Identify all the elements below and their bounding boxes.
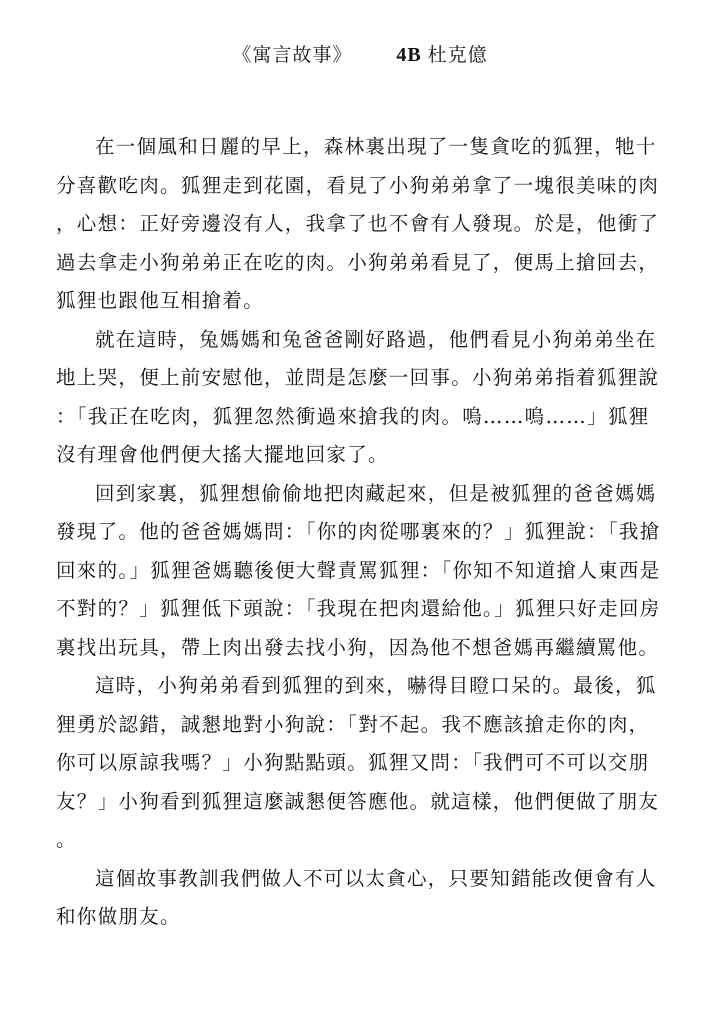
- paragraph-1: 在一個風和日麗的早上，森林裏出現了一隻貪吃的狐狸，牠十分喜歡吃肉。狐狸走到花園，看見了小狗弟弟拿了一塊很美味的肉，心想：正好旁邊沒有人，我拿了也不會有人發現。於是，他衝了過去拿走小狗弟弟正在吃的肉。小狗弟弟看見了，便馬上搶回去，狐狸也跟他互相搶着。: [56, 135, 660, 312]
- class-code: 4B: [396, 44, 422, 66]
- author-name: 杜克億: [427, 44, 488, 66]
- paragraph-5: 這個故事教訓我們做人不可以太貪心，只要知錯能改便會有人和你做朋友。: [56, 866, 657, 928]
- document-header: [0, 40, 720, 67]
- paragraph-4: 這時，小狗弟弟看到狐狸的到來，嚇得目瞪口呆的。最後，狐狸勇於認錯，誠懇地對小狗說：「對不起。我不應該搶走你的肉，你可以原諒我嗎？」小狗點點頭。狐狸又問：「我們可不可以交朋友？」小狗看到狐狸這麼誠懇便答應他。就這樣，他們便做了朋友。: [56, 674, 660, 851]
- story-body: [56, 128, 664, 937]
- paragraph-2: 就在這時，兔媽媽和兔爸爸剛好路過，他們看見小狗弟弟坐在地上哭，便上前安慰他，並問是怎麼一回事。小狗弟弟指着狐狸說：「我正在吃肉，狐狸忽然衝過來搶我的肉。嗚……嗚……」狐狸沒有理會他們便大搖大擺地回家了。: [56, 327, 660, 466]
- paragraph-3: 回到家裏，狐狸想偷偷地把肉藏起來，但是被狐狸的爸爸媽媽發現了。他的爸爸媽媽問：「你的肉從哪裏來的？」狐狸說：「我搶回來的。」狐狸爸媽聽後便大聲責罵狐狸：「你知不知道搶人東西是不對的？」狐狸低下頭說：「我現在把肉還給他。」狐狸只好走回房裏找出玩具，帶上肉出發去找小狗，因為他不想爸媽再繼續罵他。: [56, 481, 661, 659]
- story-title: 《寓言故事》: [232, 44, 353, 66]
